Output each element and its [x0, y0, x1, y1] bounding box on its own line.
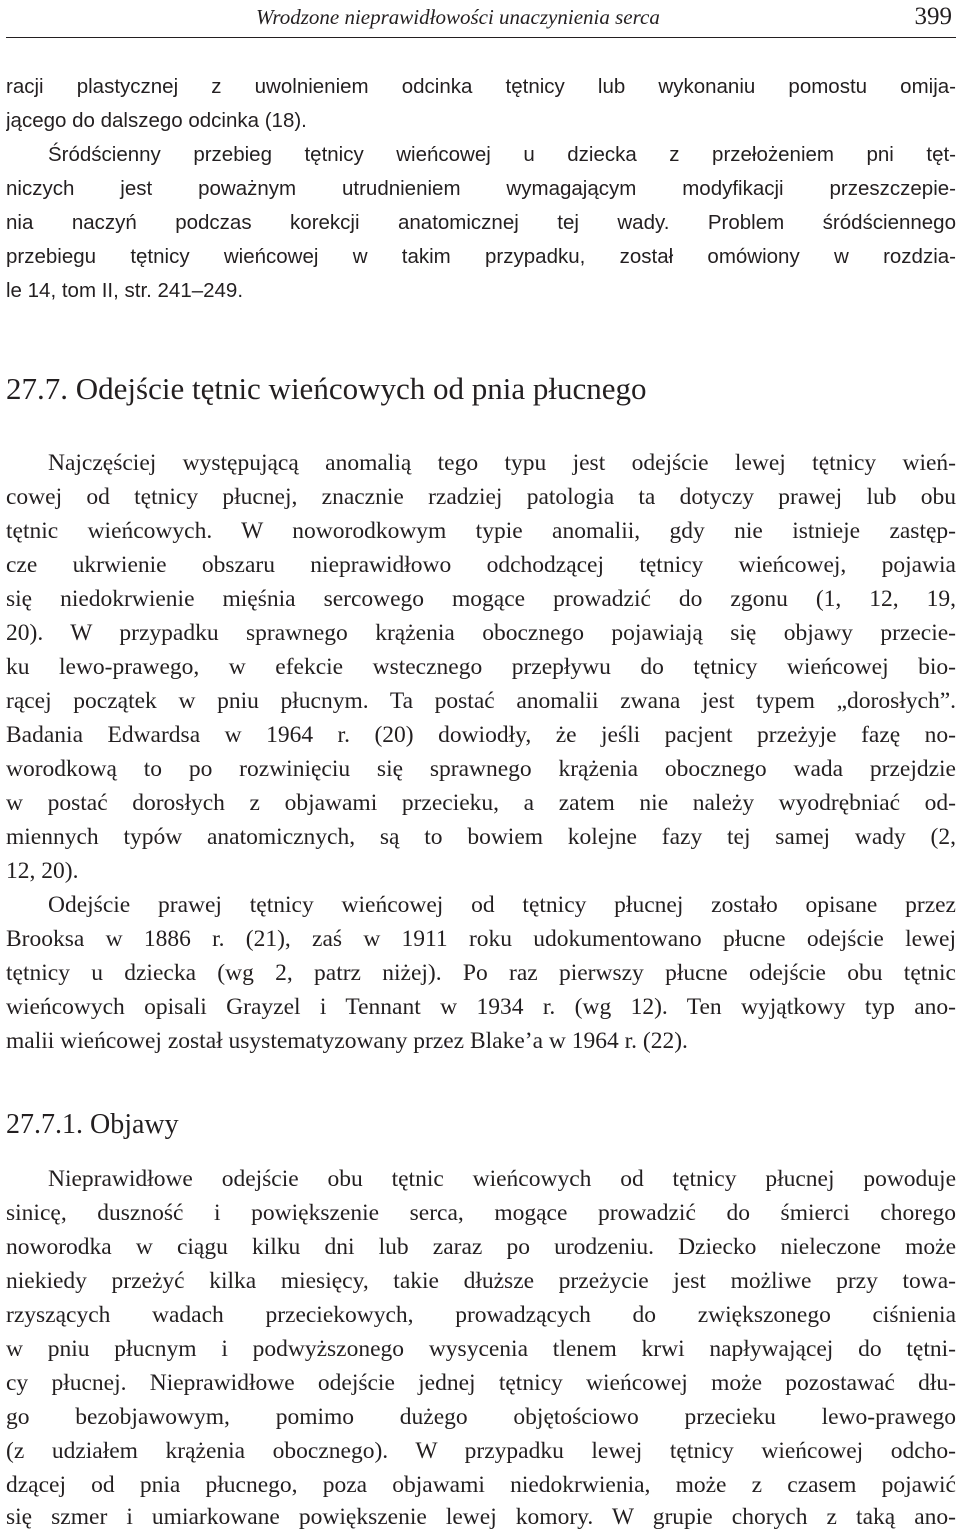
- text-line: przebiegu tętnicy wieńcowej w takim przypadku, został omówiony w rozdzia-: [6, 245, 956, 268]
- text-line: miennych typów anatomicznych, są to bowiem kolejne fazy tej samej wady (2,: [6, 824, 956, 850]
- text-line: rzyszących wadach przeciekowych, prowadzących do zwiększonego ciśnienia: [6, 1302, 956, 1328]
- text-line: się szmer i umiarkowane powiększenie lewej komory. W grupie chorych z taką ano-: [6, 1504, 956, 1530]
- running-header-title: Wrodzone nieprawidłowości unaczynienia serca: [256, 5, 660, 29]
- text-line: niczych jest poważnym utrudnieniem wymagającym modyfikacji przeszczepie-: [6, 177, 956, 200]
- text-line: cy płucnej. Nieprawidłowe odejście jednej tętnicy wieńcowej może pozostawać dłu-: [6, 1370, 956, 1396]
- text-line: 12, 20).: [6, 858, 79, 884]
- text-line: nia naczyń podczas korekcji anatomicznej tej wady. Problem śródściennego: [6, 211, 956, 234]
- text-line: niekiedy przeżyć kilka miesięcy, takie dłuższe przeżycie jest możliwe przy towa-: [6, 1268, 956, 1294]
- text-line: (z udziałem krążenia obocznego). W przypadku lewej tętnicy wieńcowej odcho-: [6, 1438, 956, 1464]
- text-line: Odejście prawej tętnicy wieńcowej od tętnicy płucnej zostało opisane przez: [48, 892, 956, 918]
- text-line: cze ukrwienie obszaru nieprawidłowo odchodzącej tętnicy wieńcowej, pojawia: [6, 552, 956, 578]
- page-number: 399: [914, 3, 952, 30]
- text-line: 20). W przypadku sprawnego krążenia obocznego pojawiają się objawy przecie-: [6, 620, 956, 646]
- text-line: w pniu płucnym i podwyższonego wysycenia tlenem krwi napływającej do tętni-: [6, 1336, 956, 1362]
- text-line: sinicę, duszność i powiększenie serca, mogące prowadzić do śmierci chorego: [6, 1200, 956, 1226]
- text-line: noworodka w ciągu kilku dni lub zaraz po urodzeniu. Dziecko nieleczone może: [6, 1234, 956, 1260]
- text-line: dzącej od pnia płucnego, poza objawami niedokrwienia, może z czasem pojawić: [6, 1472, 956, 1498]
- text-line: go bezobjawowym, pomimo dużego objętościowo przecieku lewo-prawego: [6, 1404, 956, 1430]
- text-line: racji plastycznej z uwolnieniem odcinka tętnicy lub wykonaniu pomostu omija-: [6, 75, 956, 98]
- text-line: Najczęściej występującą anomalią tego typu jest odejście lewej tętnicy wień-: [48, 450, 956, 476]
- subsection-heading: 27.7.1. Objawy: [6, 1109, 179, 1140]
- text-line: Nieprawidłowe odejście obu tętnic wieńcowych od tętnicy płucnej powoduje: [48, 1166, 956, 1192]
- text-line: ku lewo-prawego, w efekcie wstecznego przepływu do tętnicy wieńcowej bio-: [6, 654, 956, 680]
- text-line: jącego do dalszego odcinka (18).: [6, 109, 307, 132]
- text-line: w postać dorosłych z objawami przecieku, a zatem nie należy wyodrębniać od-: [6, 790, 956, 816]
- text-line: tętnic wieńcowych. W noworodkowym typie anomalii, gdy nie istnieje zastęp-: [6, 518, 956, 544]
- text-line: się niedokrwienie mięśnia sercowego mogące prowadzić do zgonu (1, 12, 19,: [6, 586, 956, 612]
- text-line: worodkową to po rozwinięciu się sprawnego krążenia obocznego wada przejdzie: [6, 756, 956, 782]
- text-line: Brooksa w 1886 r. (21), zaś w 1911 roku udokumentowano płucne odejście lewej: [6, 926, 956, 952]
- text-line: rącej początek w pniu płucnym. Ta postać anomalii zwana jest typem „dorosłych”.: [6, 688, 956, 714]
- text-line: tętnicy u dziecka (wg 2, patrz niżej). Po raz pierwszy płucne odejście obu tętnic: [6, 960, 956, 986]
- text-line: cowej od tętnicy płucnej, znacznie rzadziej patologia ta dotyczy prawej lub obu: [6, 484, 956, 510]
- text-line: Śródścienny przebieg tętnicy wieńcowej u dziecka z przełożeniem pni tęt-: [48, 143, 956, 166]
- text-line: malii wieńcowej został usystematyzowany przez Blake’a w 1964 r. (22).: [6, 1028, 688, 1054]
- header-rule: [6, 37, 956, 38]
- text-line: wieńcowych opisali Grayzel i Tennant w 1934 r. (wg 12). Ten wyjątkowy typ ano-: [6, 994, 956, 1020]
- text-line: Badania Edwardsa w 1964 r. (20) dowiodły, że jeśli pacjent przeżyje fazę no-: [6, 722, 956, 748]
- text-line: le 14, tom II, str. 241–249.: [6, 279, 244, 302]
- section-heading: 27.7. Odejście tętnic wieńcowych od pnia płucnego: [6, 371, 647, 406]
